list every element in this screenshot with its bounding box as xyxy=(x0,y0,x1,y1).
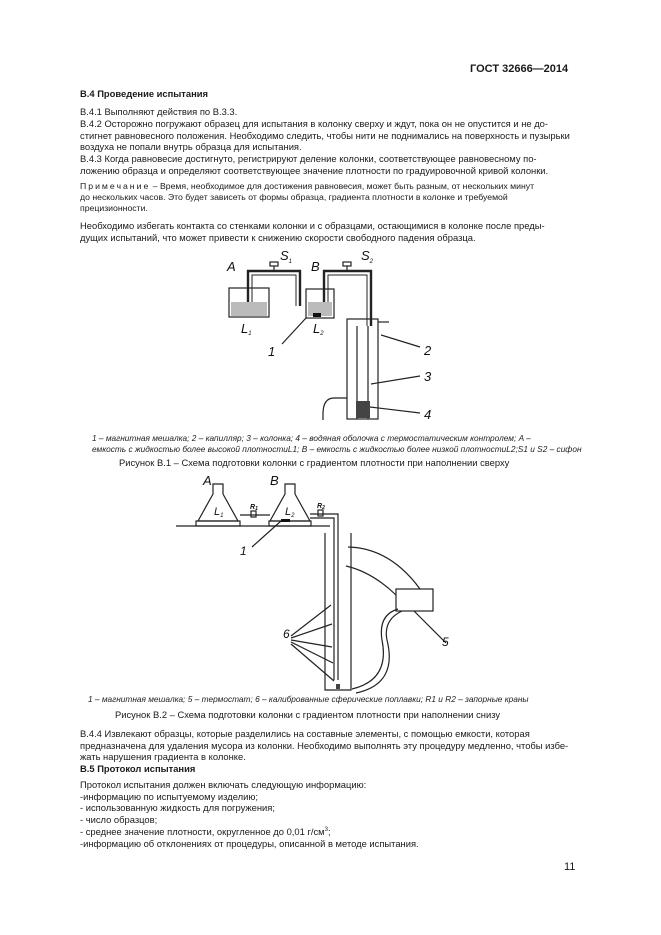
note-label: Примечание xyxy=(80,181,151,191)
para-line: предназначена для удаления мусора из колонки. Необходимо выполнять эту процедуру медленно, чтобы избе- xyxy=(80,739,569,751)
fig2-num-6: 6 xyxy=(283,627,290,641)
fig1-label-L1 xyxy=(241,321,252,337)
list-item: - использованную жидкость для погружения; xyxy=(80,802,275,814)
fig2-label-L: L xyxy=(214,506,221,518)
para-b44 xyxy=(80,728,580,763)
fig1-label-S2 xyxy=(361,248,374,265)
fig1-label-S1 xyxy=(280,248,292,265)
fig2-sub-r1: 1 xyxy=(255,506,258,512)
figure-b1-title: Рисунок В.1 – Схема подготовки колонки с градиентом плотности при наполнении сверху xyxy=(119,457,510,468)
fig1-label-L: L xyxy=(241,321,249,336)
para-line: дущих испытаний, что может привести к снижению скорости свободного падения образца. xyxy=(80,231,476,243)
note-line: до нескольких часов. Это будет зависеть от формы образца, градиента плотности в колонке и требуемой xyxy=(80,192,508,203)
para-line: воздуха не попали внутрь образца для испытания. xyxy=(80,141,302,153)
fig1-label-L: L xyxy=(313,321,321,336)
fig1-label-S: S xyxy=(361,248,370,263)
para-line: В.4.4 Извлекают образцы, которые разделились на составные элементы, с помощью емкости, которая xyxy=(80,728,530,739)
fig2-label-L1 xyxy=(214,506,223,519)
note-text: – Время, необходимое для достижения равновесия, может быть разным, от нескольких минут xyxy=(150,181,535,191)
para-line: В.4.2 Осторожно погружают образец для испытания в колонку сверху и ждут, пока он не опустится и не до- xyxy=(80,118,548,129)
fig2-label-B: B xyxy=(270,473,279,488)
figure-b2-title: Рисунок В.2 – Схема подготовки колонки с градиентом плотности при наполнении снизу xyxy=(115,709,501,720)
list-item: -информацию об отклонениях от процедуры, описанной в методе испытания. xyxy=(80,838,419,850)
fig2-label-L2 xyxy=(285,506,295,519)
fig2-label-A: A xyxy=(203,473,212,488)
fig2-num-1: 1 xyxy=(240,544,247,558)
fig1-sub-l1: 1 xyxy=(248,331,252,337)
fig1-label-A: A xyxy=(227,259,236,274)
fig1-sub-1: 1 xyxy=(288,259,293,265)
fig2-sub-r2: 2 xyxy=(322,505,325,511)
fig2-label-R: R xyxy=(250,504,256,511)
para-line: Необходимо избегать контакта со стенками колонки и с образцами, остающимися в колонке после преды- xyxy=(80,220,545,231)
fig1-num-4: 4 xyxy=(424,407,432,422)
fig1-label-S: S xyxy=(280,248,289,263)
list-item: -информацию по испытуемому изделию; xyxy=(80,790,258,802)
fig2-label-R2 xyxy=(317,503,325,511)
page-number: 11 xyxy=(564,861,576,873)
superscript: 3 xyxy=(324,827,328,834)
protocol-intro: Протокол испытания должен включать следующую информацию: xyxy=(80,779,367,790)
section-b4-heading: В.4 Проведение испытания xyxy=(80,88,208,99)
caption-line: емкость с жидкостью более высокой плотностиL1; B – емкость с жидкостью более низкой плотностиL2;S1 и S2 – сифон xyxy=(92,444,582,454)
para-line: В.4.3 Когда равновесие достигнуто, регистрируют деление колонки, соответствующее равновесному по- xyxy=(80,153,537,164)
list-item-tail: ; xyxy=(327,826,331,838)
figure-b2-caption: 1 – магнитная мешалка; 5 – термостат; 6 – калиброванные сферические поплавки; R1 и R2 – запорные краны xyxy=(88,694,529,704)
list-item-text: - среднее значение плотности, округленное до 0,01 г/см xyxy=(80,826,325,838)
list-item xyxy=(80,825,580,838)
fig1-num-3: 3 xyxy=(424,369,432,384)
para-line: ложению образца и определяют соответствующее значение плотности по градуировочной кривой колонки. xyxy=(80,164,549,176)
fig1-sub-l2: 2 xyxy=(320,331,324,337)
protocol-list xyxy=(80,779,580,850)
fig1-label-L2 xyxy=(313,321,324,337)
para-line: жать нарушения градиента в колонке. xyxy=(80,751,246,763)
para-b41: В.4.1 Выполняют действия по В.3.3. xyxy=(80,106,238,117)
fig2-label-R: R xyxy=(317,503,323,510)
fig1-label-B: B xyxy=(311,259,320,274)
caption-line: 1 – магнитная мешалка; 2 – капилляр; 3 – колонка; 4 – водяная оболочка с термостатическим контролем; A – xyxy=(92,433,531,443)
fig2-sub-l1: 1 xyxy=(220,513,224,519)
fig2-label-R1 xyxy=(250,504,258,512)
standard-number: ГОСТ 32666—2014 xyxy=(470,63,569,75)
figure-b1-caption xyxy=(92,433,582,455)
fig2-num-5: 5 xyxy=(442,635,449,649)
section-b5-heading: В.5 Протокол испытания xyxy=(80,763,196,774)
fig1-sub-2: 2 xyxy=(369,259,374,265)
fig1-num-2: 2 xyxy=(424,343,432,358)
fig2-sub-l2: 2 xyxy=(291,513,295,519)
fig1-num-1: 1 xyxy=(268,344,276,359)
list-item: - число образцов; xyxy=(80,813,158,825)
fig2-label-L: L xyxy=(285,506,292,518)
note-line: прецизионности. xyxy=(80,203,148,214)
para-line: стигнет равновесного положения. Необходимо следить, чтобы нити не поднимались на поверхность и пузырьки xyxy=(80,129,570,141)
